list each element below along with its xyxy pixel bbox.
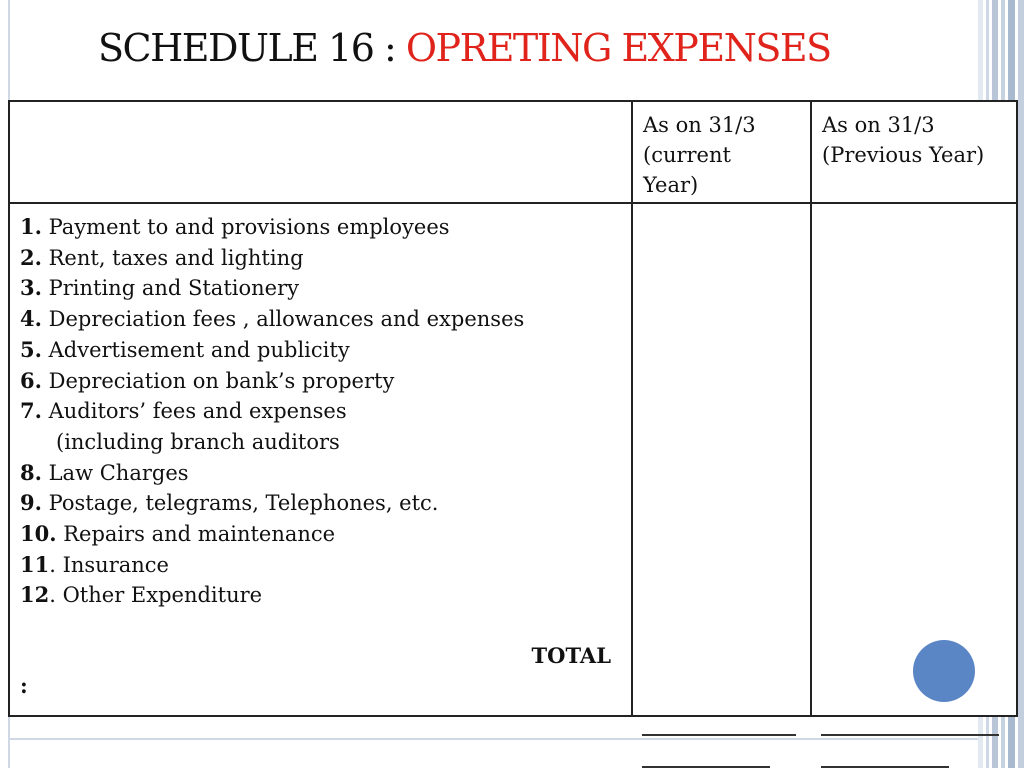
list-item — [20, 366, 621, 397]
total-underline — [821, 734, 999, 736]
list-item — [20, 488, 621, 519]
list-item-continuation — [20, 427, 621, 458]
table-header-row — [9, 101, 1017, 203]
list-item — [20, 212, 621, 243]
item-number: 7. — [20, 398, 42, 424]
item-number: 12 — [20, 582, 50, 608]
item-number: 6. — [20, 367, 42, 393]
item-number: 3. — [20, 275, 42, 301]
list-item — [20, 580, 621, 611]
item-number: 2. — [20, 244, 42, 270]
item-label: Repairs and maintenance — [56, 522, 336, 547]
list-item — [20, 304, 621, 335]
decorative-circle — [913, 640, 975, 702]
item-number: 9. — [20, 490, 42, 516]
item-number: 1. — [20, 214, 42, 239]
item-number: 5. — [20, 336, 42, 362]
total-label: TOTAL — [531, 643, 611, 669]
header-current-year: As on 31/3 (current Year) — [632, 101, 811, 203]
item-label: Depreciation on bank’s property — [41, 368, 395, 393]
item-label: Payment to and provisions employees — [41, 215, 450, 239]
total-underline — [642, 766, 770, 768]
item-label: Law Charges — [41, 460, 189, 485]
item-label: Auditors’ fees and expenses — [41, 399, 347, 424]
list-item — [20, 519, 621, 550]
item-number: 10. — [20, 521, 57, 547]
item-label: Rent, taxes and lighting — [41, 245, 304, 270]
item-label: Postage, telegrams, Telephones, etc. — [41, 491, 439, 516]
list-item — [20, 458, 621, 489]
item-label: (including branch auditors — [56, 429, 340, 454]
item-label: . Insurance — [49, 552, 169, 577]
item-label: Depreciation fees , allowances and expenses — [41, 307, 525, 332]
list-item — [20, 335, 621, 366]
slide-frame-bottom — [8, 738, 978, 740]
items-cell — [9, 203, 632, 716]
item-number: 11 — [20, 551, 50, 577]
title-highlight: OPRETING EXPENSES — [405, 26, 831, 70]
previous-year-values-cell — [811, 203, 1017, 716]
header-particulars — [9, 101, 632, 203]
total-colon: : — [20, 673, 28, 699]
total-underline — [642, 734, 796, 736]
expense-schedule-table — [8, 100, 1018, 717]
item-number: 4. — [20, 306, 42, 332]
slide-title — [98, 26, 831, 70]
item-label: Advertisement and publicity — [41, 337, 350, 362]
list-item — [20, 243, 621, 274]
list-item — [20, 550, 621, 581]
item-number: 8. — [20, 459, 42, 485]
list-item — [20, 396, 621, 427]
total-underline — [821, 766, 949, 768]
current-year-values-cell — [632, 203, 811, 716]
header-previous-year: As on 31/3 (Previous Year) — [811, 101, 1017, 203]
item-label: . Other Expenditure — [49, 583, 263, 608]
item-label: Printing and Stationery — [41, 276, 299, 301]
list-item — [20, 273, 621, 304]
table-body-row — [9, 203, 1017, 716]
title-prefix: SCHEDULE 16 : — [98, 26, 396, 70]
